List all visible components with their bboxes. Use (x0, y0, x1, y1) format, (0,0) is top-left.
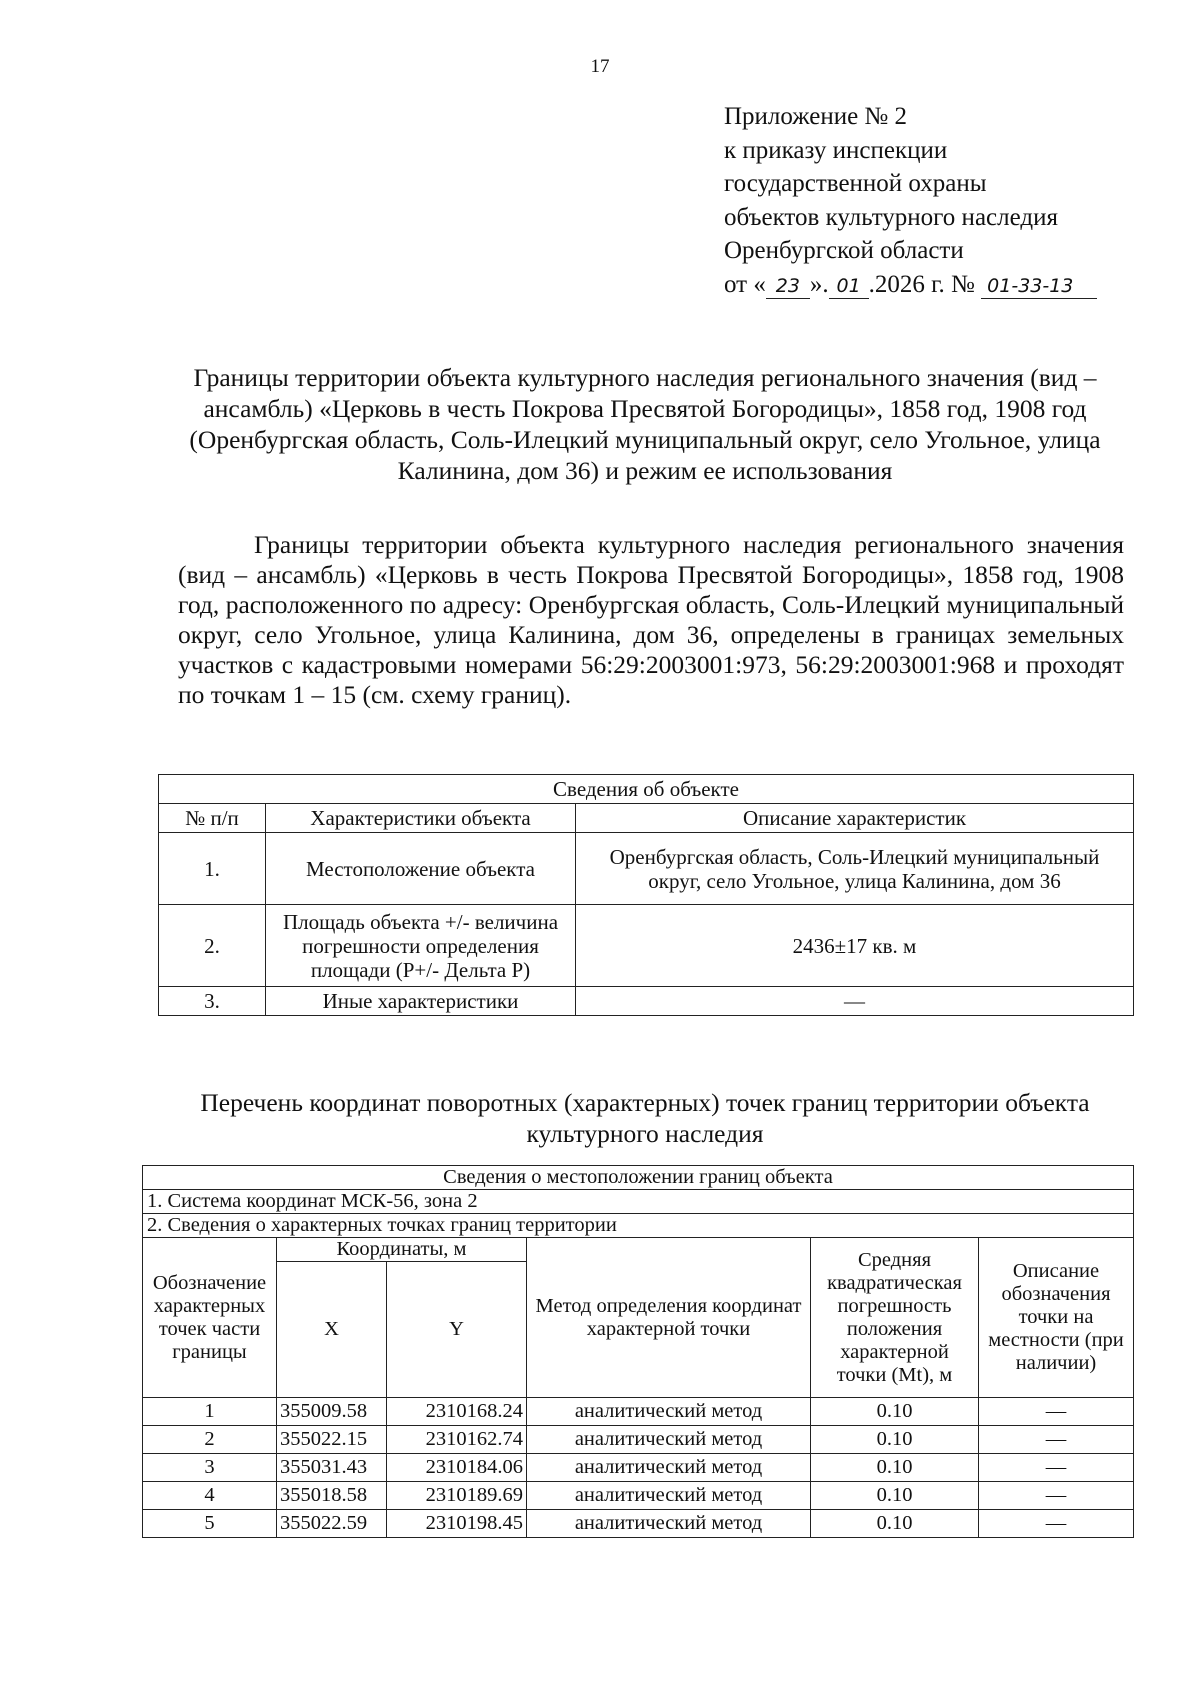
y-value: 2310168.24 (387, 1398, 527, 1426)
y-value: 2310189.69 (387, 1482, 527, 1510)
table-row (143, 1482, 1134, 1510)
mt-value: 0.10 (811, 1454, 979, 1482)
table-row (143, 1426, 1134, 1454)
header-cell: № п/п (159, 804, 266, 833)
mt-value: 0.10 (811, 1426, 979, 1454)
handwritten-month: 01 (829, 274, 869, 299)
point-id: 2 (143, 1426, 277, 1454)
row-number: 2. (159, 905, 266, 987)
point-id: 1 (143, 1398, 277, 1426)
point-description: — (979, 1482, 1134, 1510)
y-value: 2310162.74 (387, 1426, 527, 1454)
method-value: аналитический метод (527, 1510, 811, 1538)
object-info-table (158, 774, 1134, 1016)
characteristic-cell: Местоположение объекта (266, 833, 576, 905)
boundary-paragraph: Границы территории объекта культурного наследия регионального значения (вид – ансамбль) «Церковь в честь Покрова Пресвятой Богородицы», 1858 год, 1908 год, расположенного по адресу: Оренбургская область, Соль-Илецкий муниципальный округ, село Угольное, улица Калинина, дом 36, определены в границах земельных участков с кадастровыми номерами 56:29:2003001:973, 56:29:2003001:968 и проходят по точкам 1 – 15 (см. схему границ). (178, 530, 1124, 709)
designation-header: Обозначение характерных точек части границы (143, 1238, 277, 1398)
characteristic-cell: Иные характеристики (266, 987, 576, 1016)
order-date-line (724, 268, 1097, 302)
table-row (143, 1454, 1134, 1482)
point-id: 4 (143, 1482, 277, 1510)
x-value: 355031.43 (277, 1454, 387, 1482)
accuracy-header: Средняя квадратическая погрешность положения характерной точки (Mt), м (811, 1238, 979, 1398)
object-table-caption: Сведения об объекте (159, 775, 1134, 804)
appendix-line: Приложение № 2 (724, 103, 908, 130)
description-cell: Оренбургская область, Соль-Илецкий муниципальный округ, село Угольное, улица Калинина, дом 36 (576, 833, 1134, 905)
points-info-row: 2. Сведения о характерных точках границ территории (143, 1214, 1134, 1238)
table-row (143, 1510, 1134, 1538)
point-id: 3 (143, 1454, 277, 1482)
method-value: аналитический метод (527, 1482, 811, 1510)
y-value: 2310184.06 (387, 1454, 527, 1482)
mt-value: 0.10 (811, 1398, 979, 1426)
mt-value: 0.10 (811, 1510, 979, 1538)
x-value: 355022.59 (277, 1510, 387, 1538)
method-value: аналитический метод (527, 1398, 811, 1426)
method-value: аналитический метод (527, 1454, 811, 1482)
date-separator: ». (809, 270, 829, 298)
appendix-line: объектов культурного наследия (724, 203, 1058, 231)
date-year: .2026 г. № (868, 270, 975, 298)
description-cell: — (576, 987, 1134, 1016)
document-title: Границы территории объекта культурного наследия регионального значения (вид – ансамбль) «Церковь в честь Покрова Пресвятой Богородицы», 1858 год, 1908 год (Оренбургская область, Соль-Илецкий муниципальный округ, село Угольное, улица Калинина, дом 36) и режим ее использования (189, 363, 1101, 485)
appendix-line: Оренбургской области (724, 237, 964, 264)
appendix-line: государственной охраны (724, 170, 987, 197)
coordinates-table (142, 1165, 1134, 1538)
description-cell: 2436±17 кв. м (576, 905, 1134, 987)
x-value: 355009.58 (277, 1398, 387, 1426)
x-value: 355018.58 (277, 1482, 387, 1510)
point-description: — (979, 1398, 1134, 1426)
coordinates-section-title: Перечень координат поворотных (характерных) точек границ территории объекта культурного наследия (200, 1088, 1090, 1148)
description-header: Описание обозначения точки на местности (при наличии) (979, 1238, 1134, 1398)
appendix-header (724, 100, 1097, 301)
characteristic-cell: Площадь объекта +/- величина погрешности определения площади (Р+/- Дельта Р) (266, 905, 576, 987)
page-number: 17 (590, 56, 610, 77)
coordinate-system-row: 1. Система координат МСК-56, зона 2 (143, 1190, 1134, 1214)
point-description: — (979, 1454, 1134, 1482)
point-description: — (979, 1426, 1134, 1454)
coordinates-header: Координаты, м (277, 1238, 527, 1262)
header-cell: Характеристики объекта (266, 804, 576, 833)
x-value: 355022.15 (277, 1426, 387, 1454)
coords-table-caption: Сведения о местоположении границ объекта (143, 1166, 1134, 1190)
mt-value: 0.10 (811, 1482, 979, 1510)
handwritten-order-number: 01-33-13 (981, 274, 1097, 299)
method-value: аналитический метод (527, 1426, 811, 1454)
y-header: Y (387, 1262, 527, 1398)
row-number: 3. (159, 987, 266, 1016)
header-cell: Описание характеристик (576, 804, 1134, 833)
point-description: — (979, 1510, 1134, 1538)
appendix-line: к приказу инспекции (724, 136, 948, 164)
table-row (143, 1398, 1134, 1426)
y-value: 2310198.45 (387, 1510, 527, 1538)
x-header: X (277, 1262, 387, 1398)
date-prefix: от « (724, 270, 766, 298)
handwritten-day: 23 (766, 274, 810, 299)
point-id: 5 (143, 1510, 277, 1538)
method-header: Метод определения координат характерной точки (527, 1238, 811, 1398)
row-number: 1. (159, 833, 266, 905)
